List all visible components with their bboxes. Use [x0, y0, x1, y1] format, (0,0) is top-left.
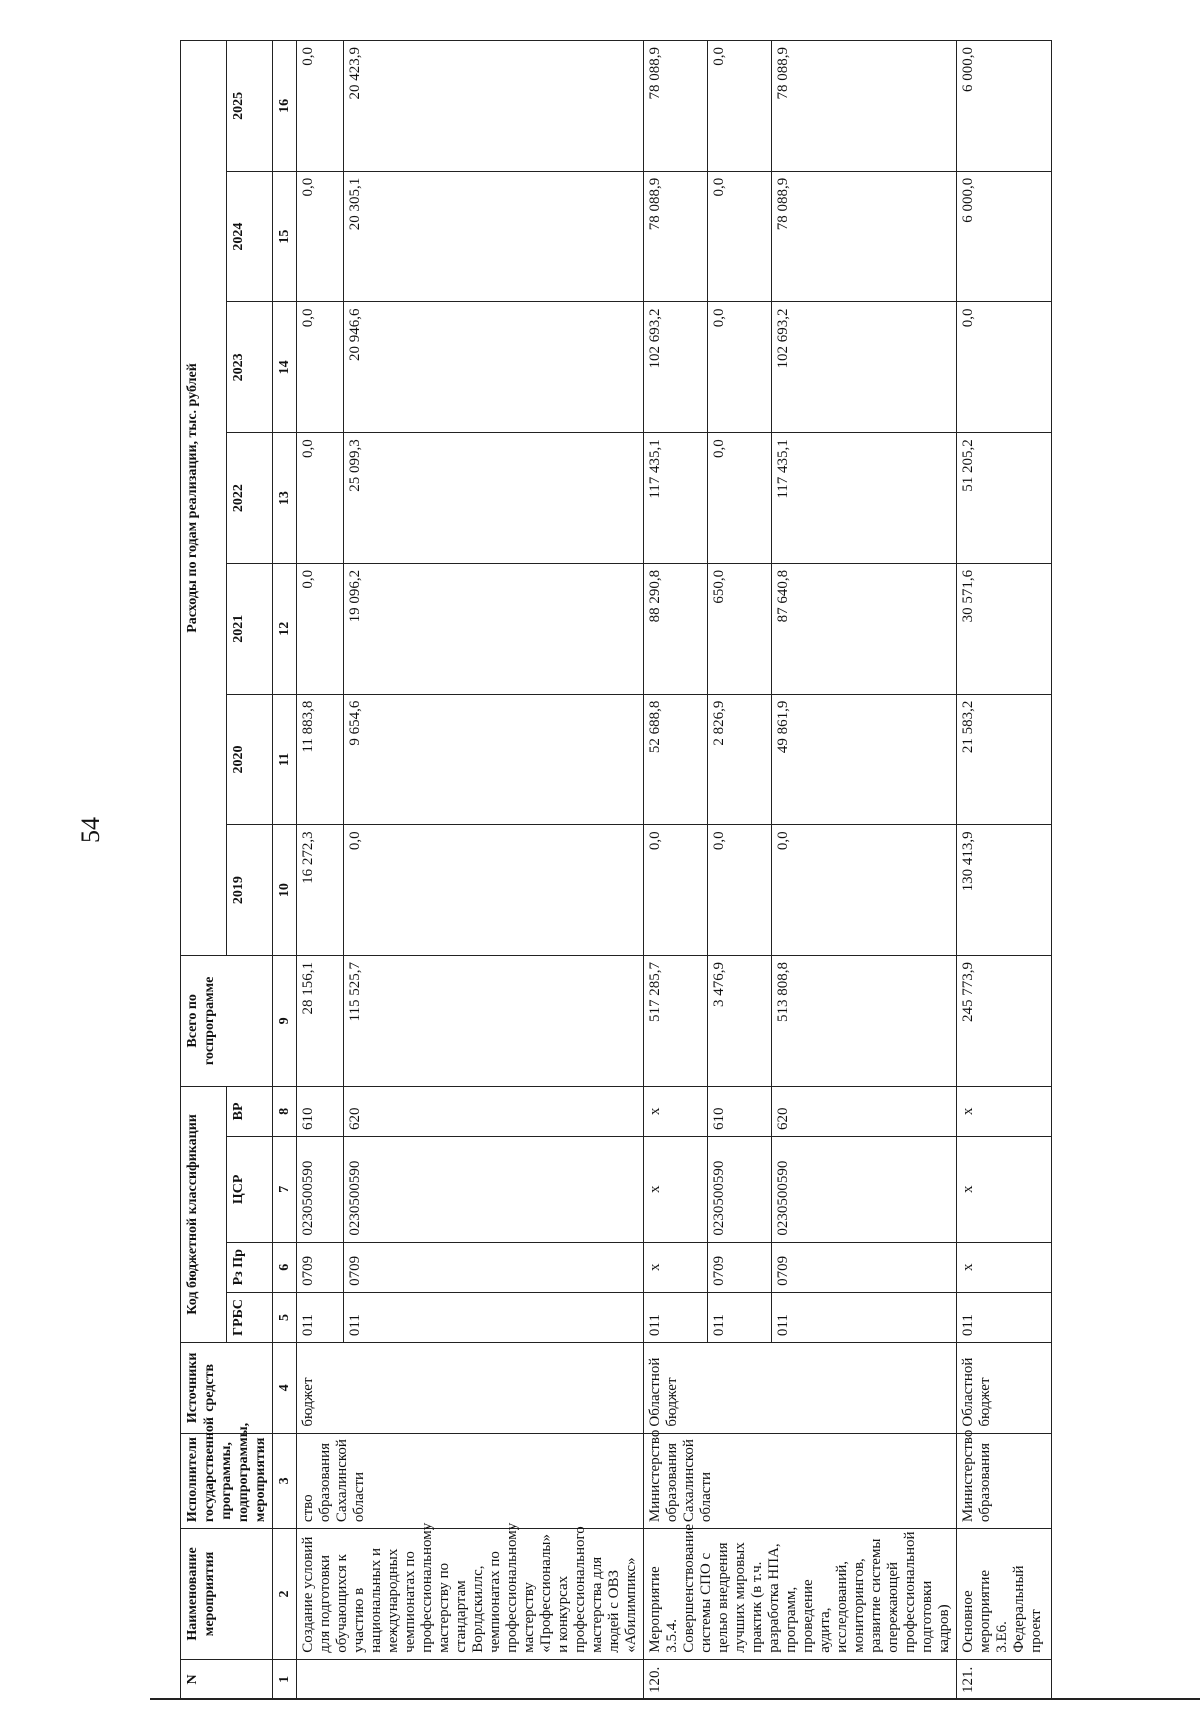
csr-cell: 0230500590 [708, 1137, 772, 1243]
vr-cell: 620 [772, 1086, 957, 1136]
header-year: 2020 [227, 694, 273, 825]
year-cell: 20 305,1 [344, 171, 644, 302]
csr-cell: x [644, 1137, 708, 1243]
header-executors: Исполнители государственной программы, подпрограммы, мероприятия [181, 1433, 273, 1529]
year-cell: 49 861,9 [772, 694, 957, 825]
row-number: 120. [644, 1659, 957, 1699]
budget-table-sheet [180, 40, 1130, 1700]
header-total: Всего по госпрограмме [181, 956, 273, 1087]
year-cell: 650,0 [708, 563, 772, 694]
header-year: 2022 [227, 433, 273, 564]
column-index-row [273, 41, 297, 1700]
year-cell: 0,0 [297, 433, 344, 564]
rzpr-cell: 0709 [297, 1242, 344, 1292]
year-cell: 102 693,2 [772, 302, 957, 433]
column-index: 14 [273, 302, 297, 433]
funding-source: бюджет [297, 1343, 644, 1433]
header-csr: ЦСР [227, 1137, 273, 1243]
vr-cell: 610 [708, 1086, 772, 1136]
year-cell: 0,0 [957, 302, 1052, 433]
header-vr: ВР [227, 1086, 273, 1136]
funding-source: Областной бюджет [957, 1343, 1052, 1433]
year-cell: 130 413,9 [957, 825, 1052, 956]
budget-table [180, 40, 1052, 1700]
header-rzpr: Рз Пр [227, 1242, 273, 1292]
year-cell: 25 099,3 [344, 433, 644, 564]
year-cell: 16 272,3 [297, 825, 344, 956]
header-budget-code: Код бюджетной классификации [181, 1086, 227, 1342]
year-cell: 0,0 [344, 825, 644, 956]
grbs-cell: 011 [708, 1292, 772, 1342]
vr-cell: x [644, 1086, 708, 1136]
measure-name: Мероприятие 3.5.4. Совершенствование системы СПО с целью внедрения лучших мировых практик (в т.ч. разработка НПА, программ, проведение аудита, исследований, мониторингов, развитие системы опережающей профессиональной подготовки кадров) [644, 1529, 957, 1660]
year-cell: 0,0 [297, 563, 344, 694]
grbs-cell: 011 [344, 1292, 644, 1342]
rzpr-cell: 0709 [708, 1242, 772, 1292]
rzpr-cell: x [644, 1242, 708, 1292]
table-row [644, 41, 708, 1700]
executor: Министерство образования Сахалинской области [644, 1433, 957, 1529]
year-cell: 52 688,8 [644, 694, 708, 825]
year-cell: 78 088,9 [644, 171, 708, 302]
column-index: 7 [273, 1137, 297, 1243]
year-cell: 30 571,6 [957, 563, 1052, 694]
year-cell: 0,0 [297, 171, 344, 302]
rzpr-cell: 0709 [772, 1242, 957, 1292]
year-cell: 87 640,8 [772, 563, 957, 694]
column-index: 6 [273, 1242, 297, 1292]
csr-cell: x [957, 1137, 1052, 1243]
column-index: 16 [273, 41, 297, 172]
total-cell: 513 808,8 [772, 956, 957, 1087]
csr-cell: 0230500590 [344, 1137, 644, 1243]
vr-cell: 610 [297, 1086, 344, 1136]
column-index: 1 [273, 1659, 297, 1699]
csr-cell: 0230500590 [297, 1137, 344, 1243]
year-cell: 0,0 [708, 171, 772, 302]
header-year: 2025 [227, 41, 273, 172]
rzpr-cell: 0709 [344, 1242, 644, 1292]
year-cell: 117 435,1 [644, 433, 708, 564]
year-cell: 51 205,2 [957, 433, 1052, 564]
year-cell: 78 088,9 [644, 41, 708, 172]
year-cell: 21 583,2 [957, 694, 1052, 825]
header-n: N [181, 1659, 273, 1699]
year-cell: 0,0 [708, 825, 772, 956]
vr-cell: x [957, 1086, 1052, 1136]
column-index: 11 [273, 694, 297, 825]
column-index: 15 [273, 171, 297, 302]
column-index: 8 [273, 1086, 297, 1136]
year-cell: 0,0 [644, 825, 708, 956]
year-cell: 0,0 [297, 302, 344, 433]
column-index: 12 [273, 563, 297, 694]
year-cell: 11 883,8 [297, 694, 344, 825]
header-year: 2023 [227, 302, 273, 433]
header-sources: Источники средств [181, 1343, 273, 1433]
executor: Министерство образования [957, 1433, 1052, 1529]
year-cell: 88 290,8 [644, 563, 708, 694]
column-index: 10 [273, 825, 297, 956]
total-cell: 3 476,9 [708, 956, 772, 1087]
measure-name: Основное мероприятие 3.Е6. Федеральный проект [957, 1529, 1052, 1660]
year-cell: 19 096,2 [344, 563, 644, 694]
year-cell: 78 088,9 [772, 41, 957, 172]
row-number: 121. [957, 1659, 1052, 1699]
year-cell: 0,0 [297, 41, 344, 172]
vr-cell: 620 [344, 1086, 644, 1136]
year-cell: 102 693,2 [644, 302, 708, 433]
year-cell: 6 000,0 [957, 171, 1052, 302]
header-name: Наименование мероприятия [181, 1529, 273, 1660]
column-index: 5 [273, 1292, 297, 1342]
year-cell: 0,0 [708, 302, 772, 433]
year-cell: 2 826,9 [708, 694, 772, 825]
bottom-rule [150, 1698, 1200, 1700]
total-cell: 245 773,9 [957, 956, 1052, 1087]
column-index: 3 [273, 1433, 297, 1529]
page-number: 54 [76, 817, 105, 843]
grbs-cell: 011 [957, 1292, 1052, 1342]
total-cell: 517 285,7 [644, 956, 708, 1087]
header-year: 2024 [227, 171, 273, 302]
column-index: 9 [273, 956, 297, 1087]
year-cell: 117 435,1 [772, 433, 957, 564]
year-cell: 9 654,6 [344, 694, 644, 825]
total-cell: 28 156,1 [297, 956, 344, 1087]
executor: ство образования Сахалинской области [297, 1433, 644, 1529]
csr-cell: 0230500590 [772, 1137, 957, 1243]
year-cell: 0,0 [708, 41, 772, 172]
column-index: 2 [273, 1529, 297, 1660]
year-cell: 20 423,9 [344, 41, 644, 172]
header-row-1 [181, 41, 227, 1700]
grbs-cell: 011 [644, 1292, 708, 1342]
table-row [297, 41, 344, 1700]
header-year: 2019 [227, 825, 273, 956]
year-cell: 0,0 [708, 433, 772, 564]
header-grbs: ГРБС [227, 1292, 273, 1342]
funding-source: Областной бюджет [644, 1343, 957, 1433]
header-expenses: Расходы по годам реализации, тыс. рублей [181, 41, 227, 956]
year-cell: 0,0 [772, 825, 957, 956]
year-cell: 6 000,0 [957, 41, 1052, 172]
year-cell: 78 088,9 [772, 171, 957, 302]
table-row [957, 41, 1052, 1700]
total-cell: 115 525,7 [344, 956, 644, 1087]
rzpr-cell: x [957, 1242, 1052, 1292]
header-year: 2021 [227, 563, 273, 694]
grbs-cell: 011 [297, 1292, 344, 1342]
measure-name: Создание условий для подготовки обучающихся к участию в национальных и международных чемпионатах по профессиональному мастерству по стандартам Ворлдскиллс, чемпионатах по профессиональному мастерству «Профессионалы» и конкурсах профессионального мастерства для людей с ОВЗ «Абилимпикс» [297, 1529, 644, 1660]
row-number [297, 1659, 644, 1699]
column-index: 4 [273, 1343, 297, 1433]
grbs-cell: 011 [772, 1292, 957, 1342]
column-index: 13 [273, 433, 297, 564]
year-cell: 20 946,6 [344, 302, 644, 433]
